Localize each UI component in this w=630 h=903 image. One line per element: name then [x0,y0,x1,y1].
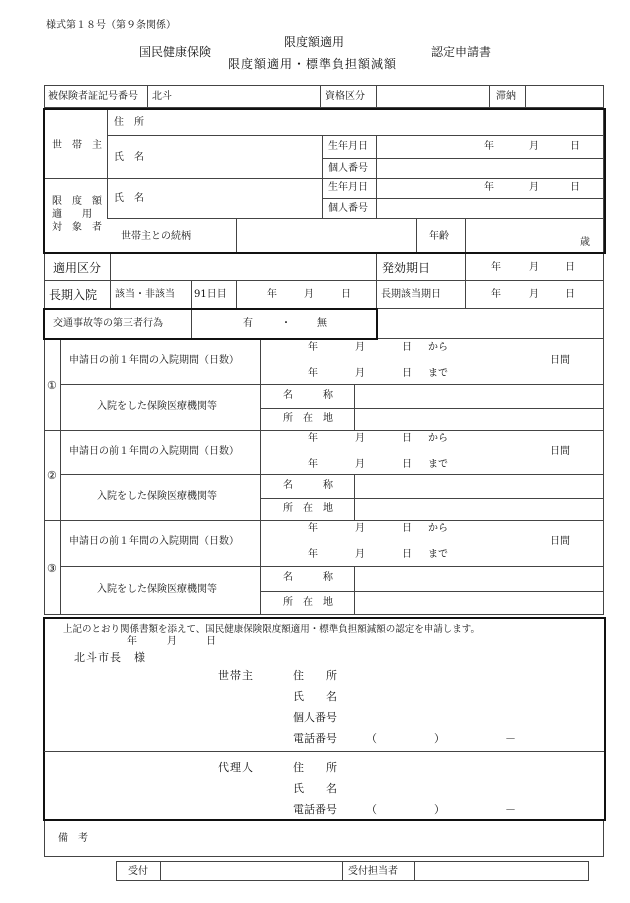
applicant-personal-no-label: 個人番号 [293,711,337,724]
third-party-no[interactable]: 無 [317,318,327,329]
facility-name-label-2: 名 称 [283,480,333,491]
applicant-head-label: 世帯主 [218,669,254,682]
agent-phone-open: （ [366,803,377,816]
title-right: 認定申請書 [431,45,492,59]
remarks-label: 備 考 [58,833,88,844]
applicable-toggle[interactable]: 該当・非該当 [115,289,175,300]
from-label-3: から [428,523,448,534]
household-head-label: 世 帯 主 [52,140,102,151]
days-unit-3: 日間 [550,536,570,547]
day91-year-unit: 年 [267,289,277,300]
target-person-label: 限 度 額 適 用 対 象 者 [52,196,102,233]
third-party-yes[interactable]: 有 [243,318,253,329]
day91-day-unit: 日 [341,289,351,300]
day91-month-unit: 月 [304,289,314,300]
days-unit-2: 日間 [550,446,570,457]
from-year-3: 年 [308,523,318,534]
facility-location-label-3: 所 在 地 [283,597,333,608]
from-year-2: 年 [308,433,318,444]
from-day-3: 日 [402,523,412,534]
until-label-1: まで [428,368,448,379]
head-birth-month-unit: 月 [529,141,539,152]
application-date-month: 月 [167,636,177,647]
application-date-year: 年 [127,636,137,647]
block-marker-2: ② [47,469,57,482]
target-name-label: 氏 名 [114,193,144,204]
agent-name-label: 氏 名 [293,782,337,795]
reception-staff-label: 受付担当者 [348,866,398,877]
effective-year-unit: 年 [491,262,501,273]
agent-phone-close: ） [434,803,445,816]
remarks-frame [44,821,604,857]
effective-month-unit: 月 [529,262,539,273]
applicant-phone-dash: － [505,732,516,745]
application-statement: 上記のとおり関係書類を添えて、国民健康保険限度額適用・標準負担額減額の認定を申請します。 [63,624,481,635]
age-label: 年齢 [429,231,449,242]
applicant-phone-open: （ [366,732,377,745]
head-birthdate-label: 生年月日 [328,141,368,152]
agent-address-label: 住 所 [293,761,337,774]
qualification-label: 資格区分 [325,91,365,102]
insurer-no-value[interactable]: 北斗 [152,91,172,102]
reception-label: 受付 [128,866,148,877]
until-day-3: 日 [402,549,412,560]
applicant-phone-close: ） [434,732,445,745]
facility-name-label-3: 名 称 [283,572,333,583]
target-birth-year-unit: 年 [484,182,494,193]
facility-label-3: 入院をした保険医療機関等 [97,584,217,595]
until-label-2: まで [428,459,448,470]
third-party-dot: ・ [281,318,291,329]
arrears-label: 滞納 [496,91,516,102]
from-day-2: 日 [402,433,412,444]
block-marker-1: ① [47,379,57,392]
target-personal-no-label: 個人番号 [328,203,368,214]
agent-label: 代理人 [218,761,254,774]
from-day-1: 日 [402,342,412,353]
until-day-1: 日 [402,368,412,379]
until-month-2: 月 [355,459,365,470]
period-label-1: 申請日の前１年間の入院期間（日数） [69,355,239,366]
period-label-2: 申請日の前１年間の入院期間（日数） [69,446,239,457]
head-address-label: 住 所 [114,117,144,128]
from-year-1: 年 [308,342,318,353]
application-date-day: 日 [206,636,216,647]
agent-phone-dash: － [505,803,516,816]
head-personal-no-label: 個人番号 [328,163,368,174]
applicant-address-label: 住 所 [293,669,337,682]
long-term-year-unit: 年 [491,289,501,300]
category-label: 適用区分 [53,261,102,275]
effective-day-unit: 日 [565,262,575,273]
until-label-3: まで [428,549,448,560]
facility-label-1: 入院をした保険医療機関等 [97,401,217,412]
insurer-no-label: 被保険者証記号番号 [48,91,138,102]
agent-phone-label: 電話番号 [293,803,337,816]
from-month-3: 月 [355,523,365,534]
facility-location-label-1: 所 在 地 [283,413,333,424]
period-label-3: 申請日の前１年間の入院期間（日数） [69,536,239,547]
target-birth-month-unit: 月 [529,182,539,193]
facility-location-label-2: 所 在 地 [283,503,333,514]
from-month-1: 月 [355,342,365,353]
until-month-1: 月 [355,368,365,379]
age-unit: 歳 [580,237,590,248]
block-marker-3: ③ [47,562,57,575]
form-number: 様式第１８号（第９条関係） [46,20,176,31]
from-label-2: から [428,433,448,444]
long-term-day-unit: 日 [565,289,575,300]
from-label-1: から [428,342,448,353]
applicant-phone-label: 電話番号 [293,732,337,745]
applicant-name-label: 氏 名 [293,690,337,703]
day91-label: 91日目 [194,289,227,300]
target-birthdate-label: 生年月日 [328,182,368,193]
title-top: 限度額適用 [284,35,345,49]
until-year-2: 年 [308,459,318,470]
page-title: 限度額適用・標準負担額減額 [228,57,398,71]
facility-name-label-1: 名 称 [283,390,333,401]
head-birth-day-unit: 日 [570,141,580,152]
long-term-label: 長期入院 [49,288,98,302]
days-unit-1: 日間 [550,355,570,366]
target-birth-day-unit: 日 [570,182,580,193]
title-left: 国民健康保険 [139,45,212,59]
until-day-2: 日 [402,459,412,470]
long-term-month-unit: 月 [529,289,539,300]
effective-date-label: 発効期日 [382,261,431,275]
facility-label-2: 入院をした保険医療機関等 [97,491,217,502]
mayor-addressee: 北斗市長 様 [74,651,146,664]
third-party-label: 交通事故等の第三者行為 [53,318,163,329]
head-birth-year-unit: 年 [484,141,494,152]
until-year-3: 年 [308,549,318,560]
until-year-1: 年 [308,368,318,379]
until-month-3: 月 [355,549,365,560]
from-month-2: 月 [355,433,365,444]
relation-label: 世帯主との続柄 [121,231,191,242]
head-name-label: 氏 名 [114,152,144,163]
long-term-date-label: 長期該当期日 [381,289,441,300]
